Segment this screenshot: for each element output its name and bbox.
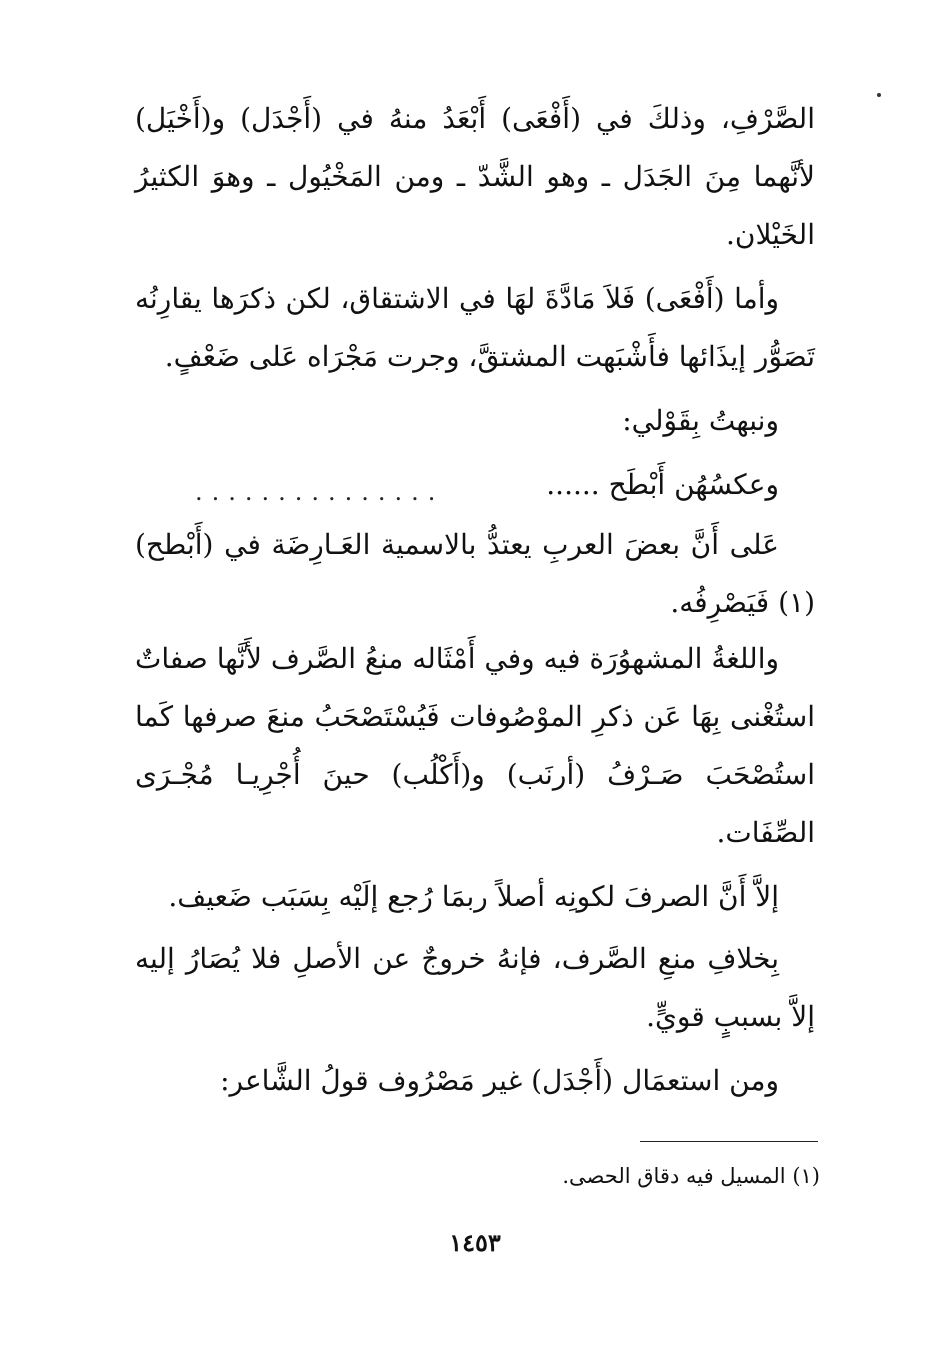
- footnote: (١) المسيل فيه دقاق الحصى.: [562, 1164, 820, 1188]
- paragraph-8: بِخلافِ منعِ الصَّرف، فإنهُ خروجٌ عن الأصلِ فلا يُصَارُ إليه إلاَّ بسببٍ قويٍّ.: [135, 942, 815, 1033]
- paragraph-2: وأما (أَفْعَى) فَلاَ مَادَّةَ لهَا في الاشتقاق، لكن ذكرَها يقارِنُه تَصَوُّر إيذَائها فأَشْبَهت المشتقَّ، وجرت مَجْرَاه عَلى ضَعْفٍ.: [135, 282, 815, 373]
- verse-ellipsis: ...............: [195, 478, 445, 506]
- paragraph-3: ونبهتُ بِقَوْلي:: [622, 404, 779, 437]
- paragraph-7: إلاَّ أَنَّ الصرفَ لكونِه أصلاً ربمَا رُجع إلَيْه بِسَبَب ضَعيف.: [168, 880, 779, 913]
- paragraph-6: واللغةُ المشهوُرَة فيه وفي أَمْثَاله منعُ الصَّرف لأَنَّها صفاتٌ استُغْنى بِهَا عَن ذكرِ الموْصُوفات فَيُسْتَصْحَبُ منعَ صرفها كَما استُصْحَبَ صَـرْفُ (أرنَب) و(أَكْلُب) حينَ أُجْرِيـا مُجْـرَى الصِّفَات.: [135, 642, 815, 849]
- paragraph-1: الصَّرْفِ، وذلكَ في (أَفْعَى) أَبْعَدُ منهُ في (أَجْدَل) و(أَخْيَل) لأنَّهما مِنَ الجَدَل ـ وهو الشَّدّ ـ ومن المَخْيُول ـ وهوَ الكثيرُ الخَيْلان.: [135, 102, 815, 251]
- verse-line: وعكسُهُن أَبْطَح ......: [546, 468, 779, 501]
- paragraph-9: ومن استعمَال (أَجْدَل) غير مَصْرُوف قولُ الشَّاعر:: [220, 1064, 779, 1097]
- paragraph-5: عَلى أَنَّ بعضَ العربِ يعتدُّ بالاسمية العَـارِضَة في (أَبْطح)(١) فَيَصْرِفُه.: [135, 528, 815, 619]
- page-number: ١٤٥٣: [449, 1228, 501, 1257]
- footnote-divider: [640, 1141, 818, 1142]
- scan-speck: [877, 93, 881, 97]
